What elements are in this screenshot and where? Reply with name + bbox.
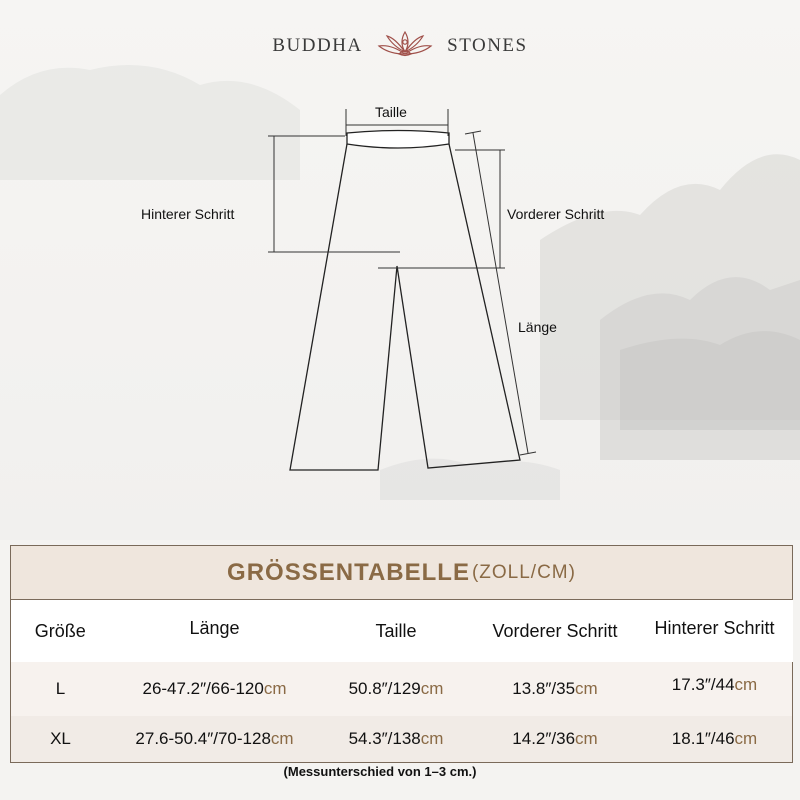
table-title-row bbox=[11, 546, 792, 600]
back-rise-cell: 18.1″/46cm bbox=[637, 716, 792, 762]
table-title-unit: (ZOLL/CM) bbox=[471, 561, 576, 583]
header-length: Länge bbox=[110, 600, 319, 662]
size-cell: L bbox=[11, 662, 110, 716]
size-cell: XL bbox=[11, 716, 110, 762]
header-waist: Taille bbox=[319, 600, 473, 662]
table-row bbox=[11, 662, 792, 716]
front-rise-label: Vorderer Schritt bbox=[507, 206, 605, 222]
table-header-row bbox=[11, 600, 792, 662]
waist-cell: 50.8″/129cm bbox=[319, 662, 473, 716]
header-back-rise: Hinterer Schritt bbox=[637, 600, 792, 662]
waist-label: Taille bbox=[375, 104, 407, 120]
length-cell: 27.6-50.4″/70-128cm bbox=[110, 716, 319, 762]
table-title: GRÖSSENTABELLE bbox=[227, 558, 470, 586]
back-rise-label: Hinterer Schritt bbox=[141, 206, 235, 222]
size-chart-table bbox=[10, 545, 793, 763]
length-label: Länge bbox=[518, 319, 557, 335]
back-rise-cell: 17.3″/44cm bbox=[637, 662, 792, 716]
measurement-note: (Messunterschied von 1–3 cm.) bbox=[283, 764, 477, 779]
header-front-rise: Vorderer Schritt bbox=[473, 600, 637, 662]
length-cell: 26-47.2″/66-120cm bbox=[110, 662, 319, 716]
brand-name-right: STONES bbox=[447, 35, 528, 56]
front-rise-cell: 13.8″/35cm bbox=[473, 662, 637, 716]
header-size: Größe bbox=[11, 600, 110, 662]
front-rise-cell: 14.2″/36cm bbox=[473, 716, 637, 762]
waist-cell: 54.3″/138cm bbox=[319, 716, 473, 762]
brand-name-left: BUDDHA bbox=[272, 35, 363, 56]
table-row bbox=[11, 716, 792, 762]
